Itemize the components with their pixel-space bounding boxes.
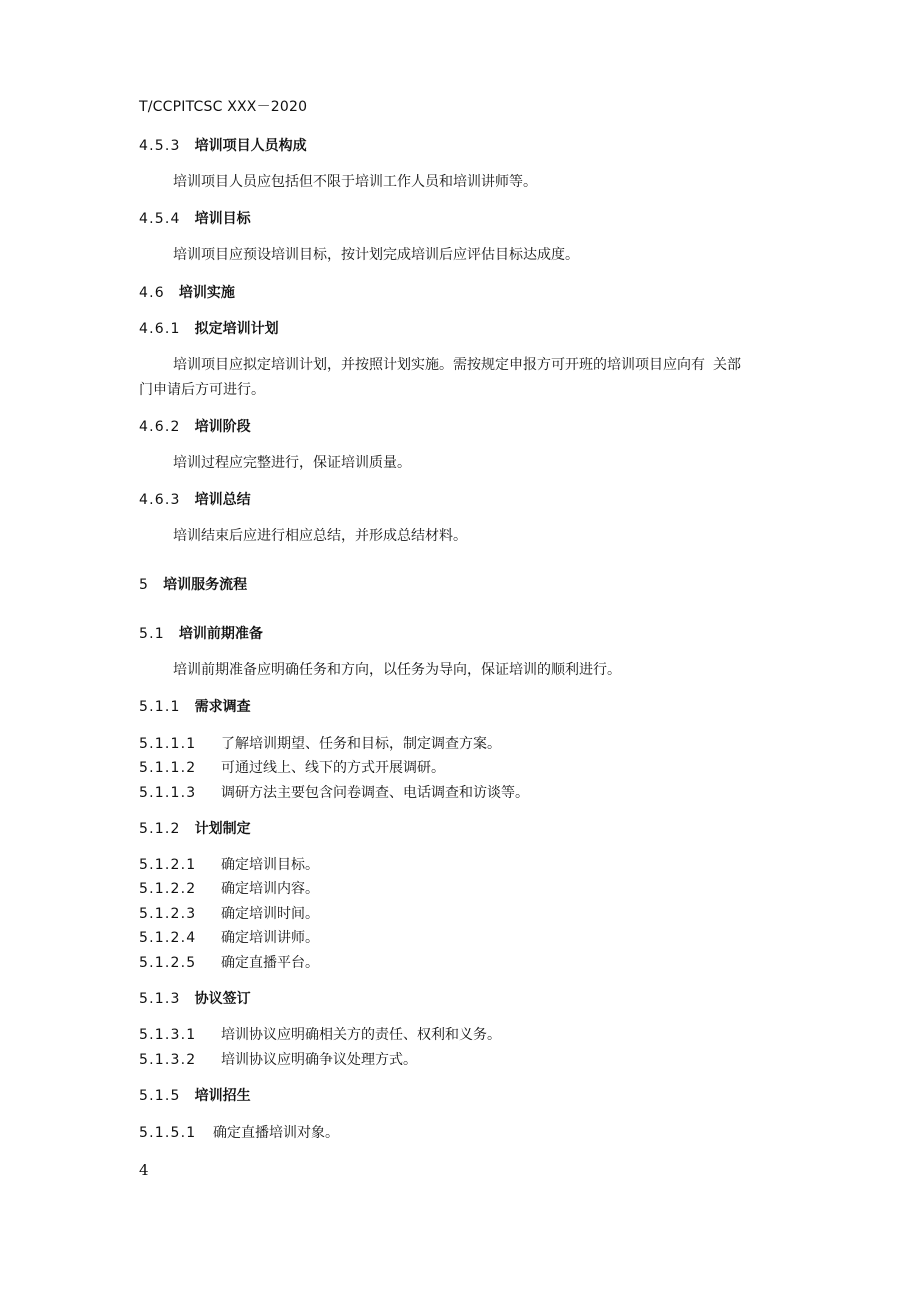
section-heading-5-1: [139, 624, 263, 644]
section-title: 培训项目人员构成: [194, 138, 307, 154]
item-number: 5.1.1.2: [139, 760, 197, 776]
section-title: 培训前期准备: [178, 626, 263, 642]
section-number: 5.1.5: [139, 1088, 181, 1104]
section-title: 培训阶段: [194, 419, 251, 435]
section-title: 拟定培训计划: [194, 321, 279, 337]
section-heading-4-6-3: [139, 490, 251, 510]
page-number: 4: [139, 1161, 149, 1179]
list-item-5-1-5-1: [139, 1123, 339, 1143]
list-item-5-1-2-3: [139, 904, 319, 924]
item-text: 可通过线上、线下的方式开展调研。: [221, 760, 445, 776]
section-heading-4-5-4: [139, 209, 251, 229]
section-heading-5-1-2: [139, 819, 251, 839]
section-heading-5-1-3: [139, 989, 251, 1009]
list-item-5-1-3-2: [139, 1050, 417, 1070]
item-text: 确定培训内容。: [221, 881, 319, 897]
section-heading-4-6-1: [139, 319, 279, 339]
section-number: 5.1.3: [139, 991, 181, 1007]
document-code: T/CCPITCSC XXX－2020: [139, 99, 308, 115]
section-heading-5-1-5: [139, 1086, 251, 1106]
section-heading-4-6-2: [139, 417, 251, 437]
list-item-5-1-2-1: [139, 855, 319, 875]
list-item-5-1-2-2: [139, 879, 319, 899]
item-number: 5.1.2.4: [139, 930, 197, 946]
section-number: 5.1.1: [139, 699, 181, 715]
list-item-5-1-2-5: [139, 953, 319, 973]
item-number: 5.1.3.1: [139, 1027, 197, 1043]
section-number: 5.1: [139, 626, 165, 642]
item-number: 5.1.2.1: [139, 857, 197, 873]
section-number: 5.1.2: [139, 821, 181, 837]
list-item-5-1-1-2: [139, 758, 445, 778]
item-text: 确定直播平台。: [221, 955, 319, 971]
section-number: 4.5.3: [139, 138, 181, 154]
paragraph-4-6-3: 培训结束后应进行相应总结，并形成总结材料。: [173, 528, 467, 544]
section-number: 4.6: [139, 285, 165, 301]
item-number: 5.1.5.1: [139, 1125, 197, 1141]
item-number: 5.1.1.1: [139, 736, 197, 752]
section-number: 4.6.3: [139, 492, 181, 508]
list-item-5-1-2-4: [139, 928, 319, 948]
list-item-5-1-1-3: [139, 783, 529, 803]
section-number: 5: [139, 577, 150, 593]
paragraph-4-6-1-line-1: [173, 355, 741, 375]
item-number: 5.1.2.2: [139, 881, 197, 897]
section-title: 培训服务流程: [163, 577, 248, 593]
section-title: 培训总结: [194, 492, 251, 508]
section-number: 4.6.2: [139, 419, 181, 435]
item-text: 培训协议应明确相关方的责任、权利和义务。: [221, 1027, 501, 1043]
paragraph-text: 关部: [713, 357, 741, 373]
item-text: 培训协议应明确争议处理方式。: [221, 1052, 417, 1068]
item-text: 调研方法主要包含问卷调查、电话调查和访谈等。: [221, 785, 529, 801]
section-title: 计划制定: [194, 821, 251, 837]
paragraph-4-5-3: 培训项目人员应包括但不限于培训工作人员和培训讲师等。: [173, 174, 537, 190]
paragraph-5-1: 培训前期准备应明确任务和方向，以任务为导向，保证培训的顺利进行。: [173, 662, 621, 678]
item-number: 5.1.3.2: [139, 1052, 197, 1068]
item-number: 5.1.2.5: [139, 955, 197, 971]
paragraph-4-5-4: 培训项目应预设培训目标，按计划完成培训后应评估目标达成度。: [173, 247, 579, 263]
paragraph-text: 培训项目应拟定培训计划，并按照计划实施。需按规定申报方可开班的培训项目应向有: [173, 357, 705, 373]
item-text: 了解培训期望、任务和目标，制定调查方案。: [221, 736, 501, 752]
section-title: 培训实施: [178, 285, 235, 301]
section-title: 需求调查: [194, 699, 251, 715]
section-heading-5-1-1: [139, 697, 251, 717]
section-title: 培训招生: [194, 1088, 251, 1104]
paragraph-4-6-1-line-2: 门申请后方可进行。: [139, 382, 265, 398]
section-title: 培训目标: [194, 211, 251, 227]
list-item-5-1-3-1: [139, 1025, 501, 1045]
item-text: 确定培训讲师。: [221, 930, 319, 946]
list-item-5-1-1-1: [139, 734, 501, 754]
item-number: 5.1.1.3: [139, 785, 197, 801]
section-number: 4.6.1: [139, 321, 181, 337]
section-heading-4-6: [139, 283, 235, 303]
section-number: 4.5.4: [139, 211, 181, 227]
item-number: 5.1.2.3: [139, 906, 197, 922]
paragraph-4-6-2: 培训过程应完整进行，保证培训质量。: [173, 455, 411, 471]
section-heading-4-5-3: [139, 136, 307, 156]
item-text: 确定培训时间。: [221, 906, 319, 922]
item-text: 确定培训目标。: [221, 857, 319, 873]
item-text: 确定直播培训对象。: [213, 1125, 339, 1141]
section-heading-5: [139, 575, 247, 595]
section-title: 协议签订: [194, 991, 251, 1007]
